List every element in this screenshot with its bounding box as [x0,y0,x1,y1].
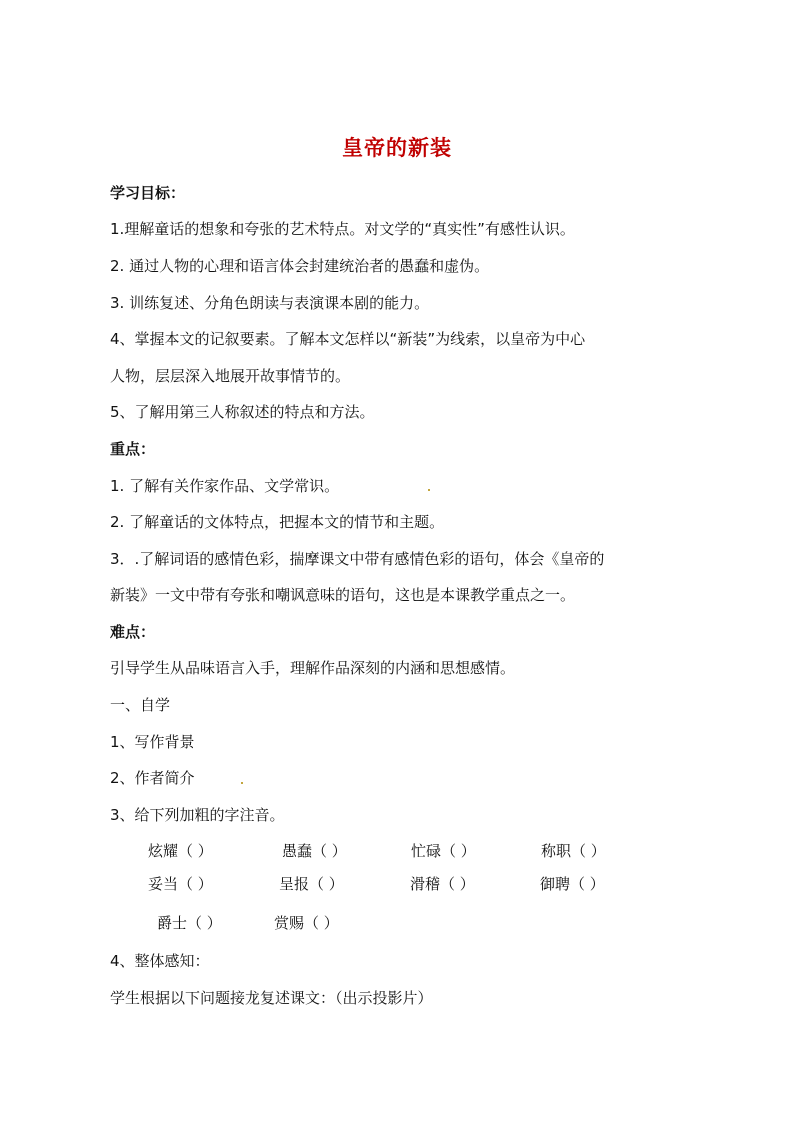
self-study-item: 4、整体感知： [110,952,210,970]
pinyin-blank-item[interactable]: 滑稽（ ） [410,875,475,893]
self-study-item: 2、作者简介 [110,769,195,787]
key-point-item: 1. 了解有关作家作品、文学常识。 [110,477,340,495]
pinyin-blank-item[interactable]: 赏赐（ ） [274,914,339,932]
pinyin-blank-item[interactable]: 呈报（ ） [279,875,344,893]
objective-item: 1.理解童话的想象和夸张的艺术特点。对文学的“真实性”有感性认识。 [110,220,575,238]
pinyin-blank-item[interactable]: 炫耀（ ） [148,842,213,860]
difficulties-heading: 难点： [110,623,156,641]
stray-dot-mark [428,489,430,491]
objectives-heading: 学习目标： [110,184,186,202]
pinyin-blank-item[interactable]: 忙碌（ ） [411,842,476,860]
pinyin-blank-item[interactable]: 称职（ ） [541,842,606,860]
objective-item: 3. 训练复述、分角色朗读与表演课本剧的能力。 [110,294,430,312]
key-points-heading: 重点： [110,440,156,458]
key-point-item-continued: 新装》一文中带有夸张和嘲讽意味的语句，这也是本课教学重点之一。 [110,586,576,604]
key-point-item: 2. 了解童话的文体特点，把握本文的情节和主题。 [110,513,445,531]
difficulties-text: 引导学生从品味语言入手，理解作品深刻的内涵和思想感情。 [110,659,516,677]
pinyin-blank-item[interactable]: 愚蠢（ ） [282,842,347,860]
self-study-task: 学生根据以下问题接龙复述课文：（出示投影片） [110,989,433,1007]
objective-item: 5、了解用第三人称叙述的特点和方法。 [110,403,375,421]
pinyin-blank-item[interactable]: 爵士（ ） [157,914,222,932]
objective-item: 2. 通过人物的心理和语言体会封建统治者的愚蠢和虚伪。 [110,257,490,275]
document-title: 皇帝的新装 [342,135,452,160]
pinyin-blank-item[interactable]: 御聘（ ） [540,875,605,893]
objective-item: 4、掌握本文的记叙要素。了解本文怎样以“新装”为线索，以皇帝为中心 [110,330,586,348]
self-study-heading: 一、自学 [110,696,171,714]
key-point-item: 3．.了解词语的感情色彩，揣摩课文中带有感情色彩的语句，体会《皇帝的 [110,550,605,568]
self-study-item: 1、写作背景 [110,733,195,751]
pinyin-blank-item[interactable]: 妥当（ ） [148,875,213,893]
stray-dot-mark [241,782,243,784]
self-study-item: 3、给下列加粗的字注音。 [110,806,285,824]
objective-item-continued: 人物，层层深入地展开故事情节的。 [110,367,351,385]
